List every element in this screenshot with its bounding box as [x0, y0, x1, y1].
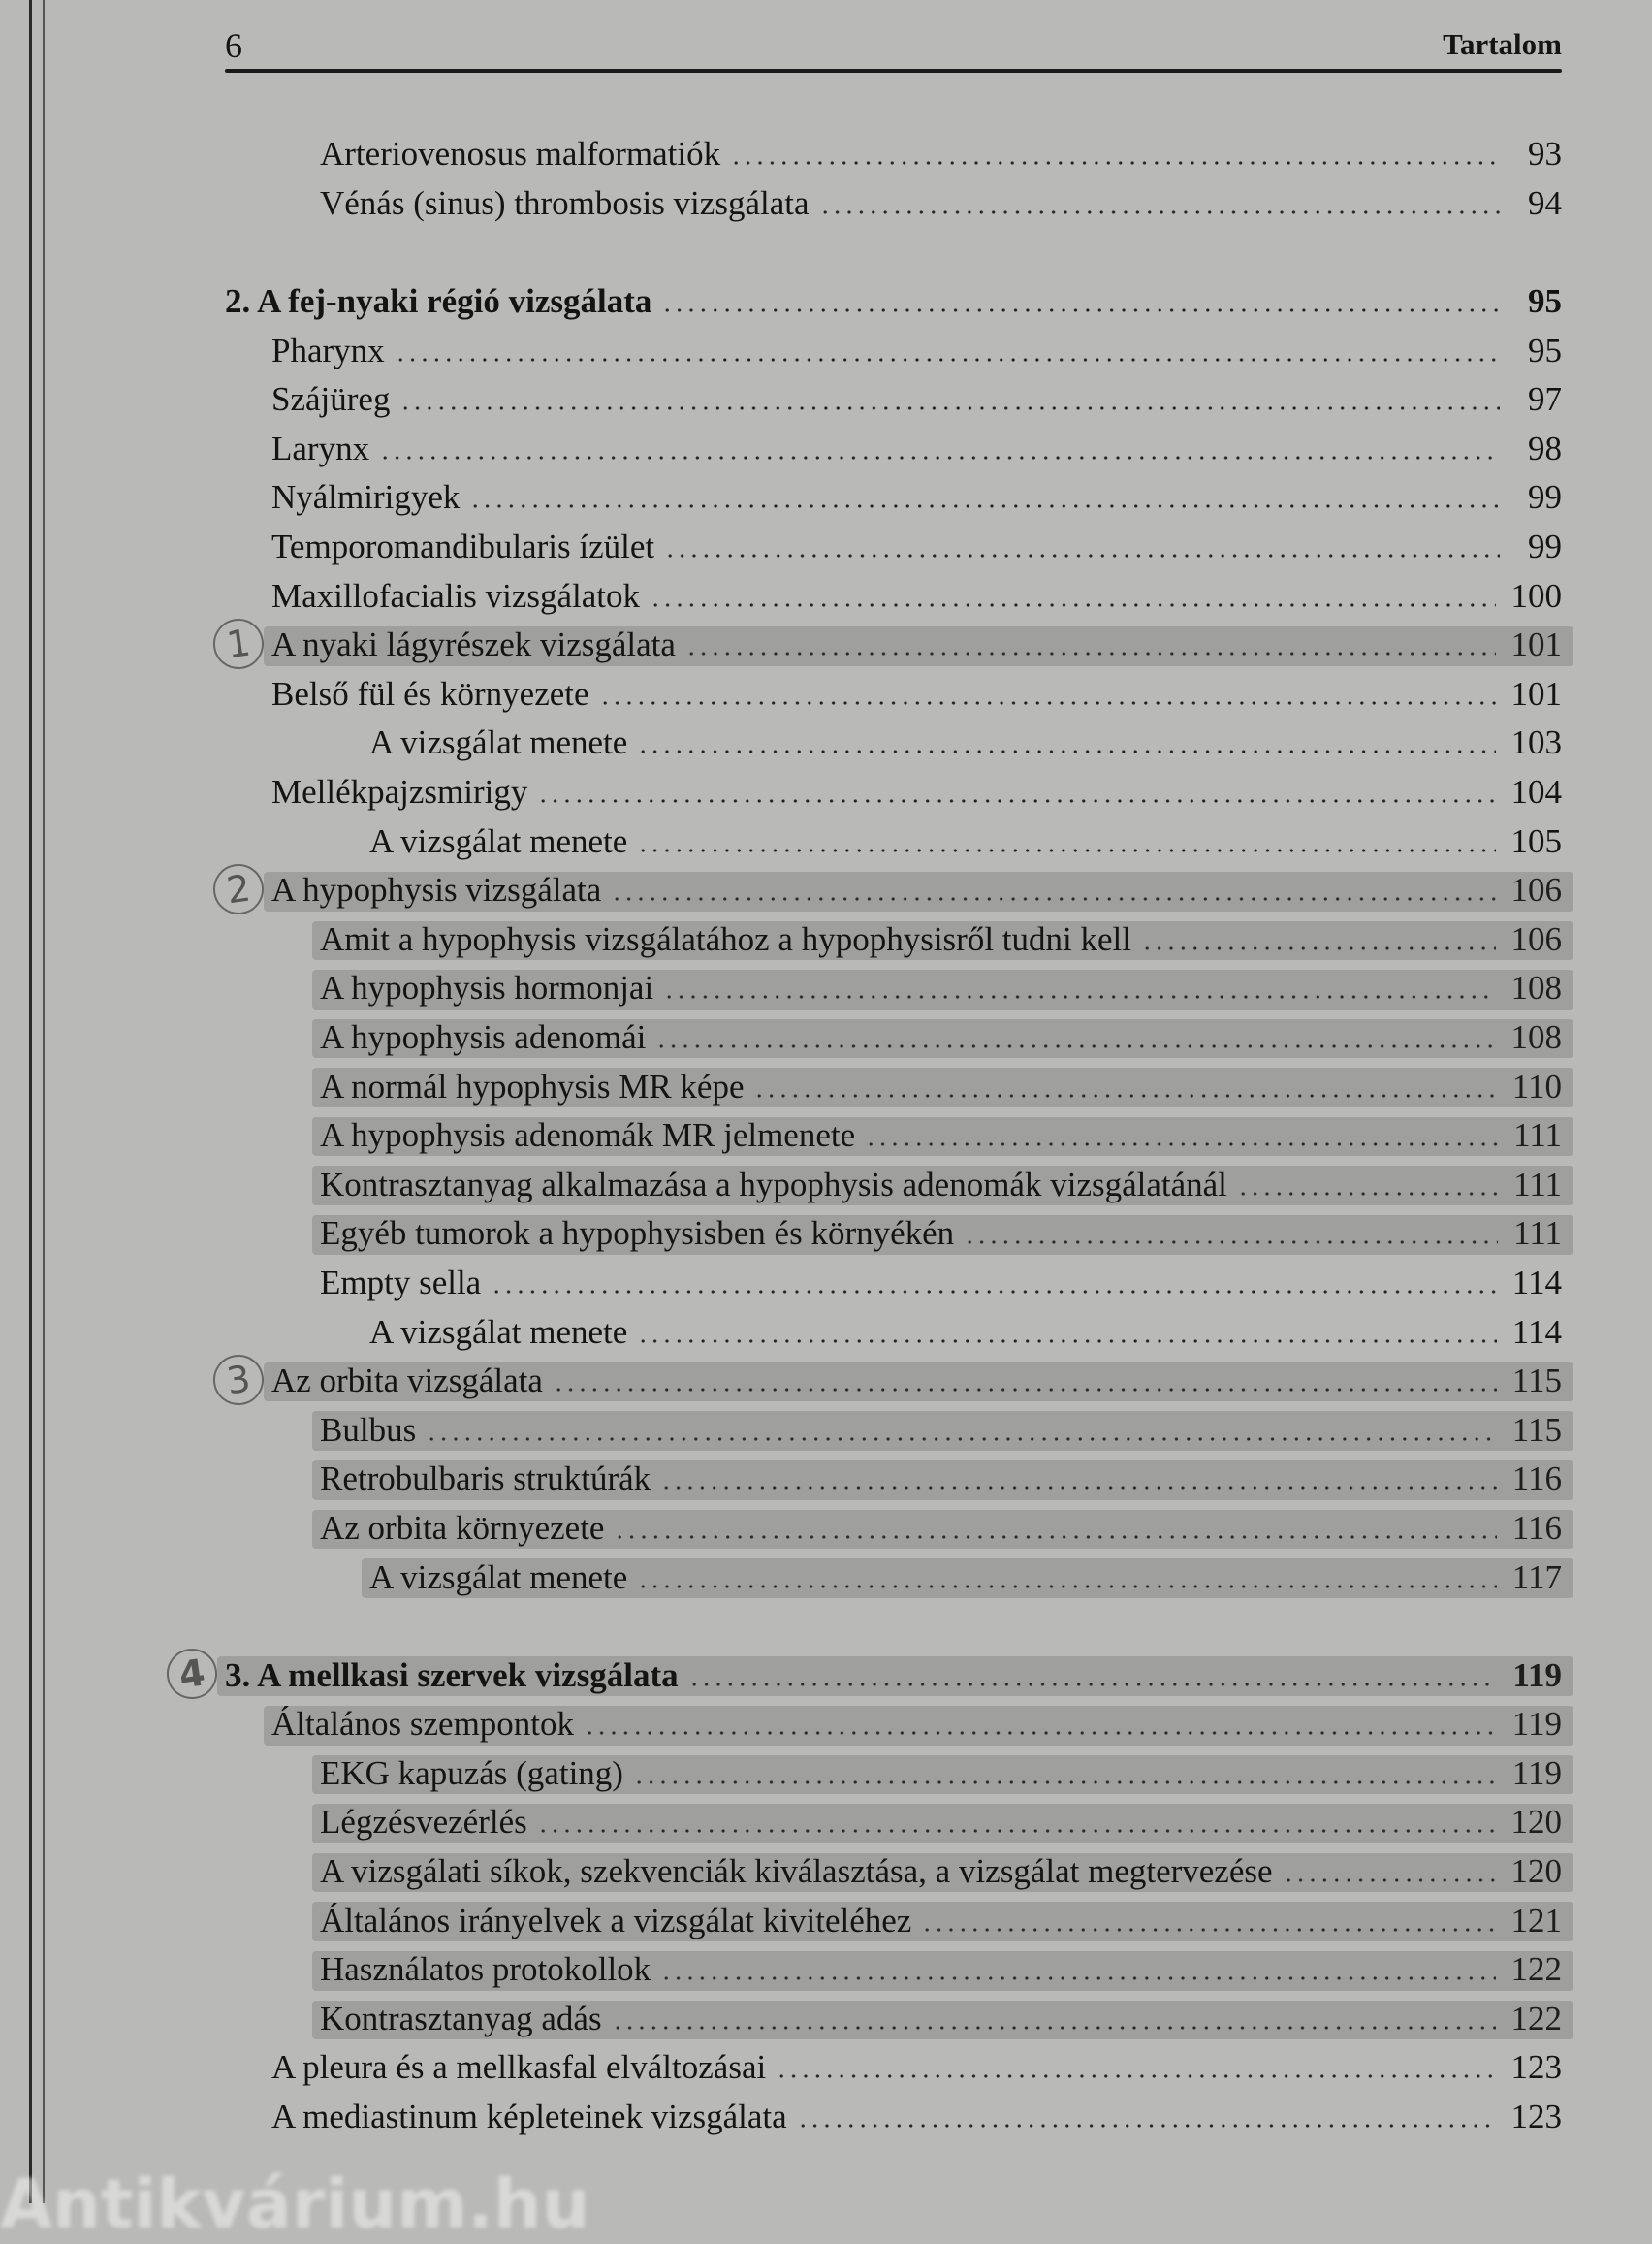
- dot-leader: [469, 503, 1500, 509]
- toc-entry: [0, 1259, 1562, 1308]
- toc-page-number: 97: [1528, 380, 1562, 419]
- toc-entry: [0, 1160, 1562, 1209]
- toc-title: A hypophysis adenomák MR jelmenete: [320, 1116, 856, 1155]
- toc-title: Légzésvezérlés: [320, 1803, 527, 1842]
- toc-title: A vizsgálat menete: [369, 1557, 628, 1596]
- toc-entry: [0, 1896, 1562, 1945]
- toc-entry: [0, 915, 1562, 965]
- toc-page-number: 101: [1510, 625, 1562, 664]
- dot-leader: [730, 160, 1500, 166]
- toc-entry: [0, 523, 1562, 572]
- toc-page-number: 123: [1510, 2048, 1562, 2087]
- table-of-contents: [0, 130, 1652, 2141]
- toc-title: Szájüreg: [271, 380, 391, 419]
- toc-page-number: 121: [1510, 1901, 1562, 1939]
- toc-entry: [0, 670, 1562, 720]
- toc-page-number: 111: [1513, 1165, 1562, 1203]
- watermark: Antikvárium.hu: [0, 2164, 590, 2244]
- toc-page-number: 110: [1511, 1067, 1562, 1106]
- toc-entry: [0, 1357, 1562, 1406]
- dot-leader: [395, 357, 1500, 363]
- toc-entry: [0, 179, 1562, 229]
- toc-title: Mellékpajzsmirigy: [271, 773, 528, 812]
- dot-leader: [379, 455, 1500, 461]
- toc-entry: [0, 2043, 1562, 2093]
- toc-entry: [0, 817, 1562, 866]
- toc-entry: [0, 1749, 1562, 1799]
- toc-page-number: 93: [1528, 135, 1562, 174]
- toc-title: Arteriovenosus malformatiók: [320, 135, 721, 174]
- toc-title: Általános irányelvek a vizsgálat kiviteléhez: [320, 1901, 912, 1939]
- toc-page-number: 98: [1528, 429, 1562, 467]
- toc-page-number: 111: [1513, 1116, 1562, 1155]
- toc-page-number: 119: [1511, 1705, 1562, 1744]
- toc-title: Egyéb tumorok a hypophysisben és környékén: [320, 1214, 955, 1253]
- toc-title: A vizsgálat menete: [369, 723, 628, 762]
- toc-page-number: 94: [1528, 183, 1562, 222]
- toc-title: Amit a hypophysis vizsgálatához a hypophysisről tudni kell: [320, 919, 1131, 958]
- toc-entry: [0, 1307, 1562, 1357]
- toc-entry: [0, 1062, 1562, 1111]
- toc-title: Belső fül és környezete: [271, 674, 589, 713]
- handwritten-number: 4: [164, 1646, 221, 1703]
- toc-page-number: 116: [1511, 1508, 1562, 1547]
- toc-chapter: [0, 1651, 1562, 1700]
- toc-entry: [0, 326, 1562, 375]
- handwritten-number: 3: [210, 1351, 268, 1408]
- toc-page-number: 111: [1513, 1214, 1562, 1253]
- toc-page-number: 114: [1511, 1312, 1562, 1351]
- toc-entry: [0, 1945, 1562, 1995]
- dot-leader: [599, 700, 1496, 706]
- toc-entry: [0, 866, 1562, 915]
- toc-page-number: 106: [1510, 919, 1562, 958]
- toc-page-number: 101: [1510, 674, 1562, 713]
- toc-entry: [0, 719, 1562, 768]
- toc-entry: [0, 130, 1562, 179]
- toc-entry: [0, 1995, 1562, 2044]
- toc-title: Empty sella: [320, 1263, 482, 1301]
- toc-title: Kontrasztanyag adás: [320, 1999, 602, 2037]
- toc-page-number: 104: [1510, 773, 1562, 812]
- toc-title: Az orbita vizsgálata: [271, 1362, 543, 1400]
- toc-entry: [0, 1013, 1562, 1063]
- toc-page-number: 95: [1528, 331, 1562, 369]
- toc-title: A hypophysis vizsgálata: [271, 871, 602, 910]
- dot-leader: [637, 1338, 1497, 1344]
- toc-title: A hypophysis adenomái: [320, 1017, 647, 1056]
- toc-spacer: [0, 228, 1562, 277]
- toc-page-number: 108: [1510, 1017, 1562, 1056]
- header-rule: [225, 69, 1562, 73]
- toc-entry: [0, 571, 1562, 621]
- toc-entry: [0, 1504, 1562, 1554]
- toc-entry: [0, 964, 1562, 1013]
- toc-entry: [0, 2093, 1562, 2142]
- toc-title: A vizsgálat menete: [369, 821, 628, 860]
- toc-page-number: 120: [1510, 1803, 1562, 1842]
- toc-entry: [0, 473, 1562, 523]
- toc-page-number: 103: [1510, 723, 1562, 762]
- toc-title: Temporomandibularis ízület: [271, 528, 655, 566]
- toc-entry: [0, 1209, 1562, 1259]
- running-title: Tartalom: [1443, 27, 1562, 61]
- toc-page-number: 120: [1510, 1852, 1562, 1891]
- dot-leader: [819, 209, 1501, 215]
- toc-title: Retrobulbaris struktúrák: [320, 1459, 651, 1498]
- toc-entry: [0, 1553, 1562, 1602]
- toc-page-number: 99: [1528, 528, 1562, 566]
- toc-title: A mediastinum képleteinek vizsgálata: [271, 2098, 787, 2136]
- toc-entry: [0, 621, 1562, 670]
- page-number: 6: [225, 26, 242, 65]
- toc-title: Általános szempontok: [271, 1705, 575, 1744]
- toc-title: Vénás (sinus) thrombosis vizsgálata: [320, 183, 810, 222]
- dot-leader: [661, 307, 1500, 313]
- toc-page-number: 105: [1510, 821, 1562, 860]
- toc-page-number: 114: [1511, 1263, 1562, 1301]
- toc-title: A nyaki lágyrészek vizsgálata: [271, 625, 676, 664]
- toc-page-number: 119: [1512, 1655, 1562, 1694]
- toc-entry: [0, 768, 1562, 817]
- dot-leader: [650, 602, 1495, 608]
- toc-page-number: 108: [1510, 969, 1562, 1008]
- toc-page-number: 119: [1511, 1753, 1562, 1792]
- toc-entry: [0, 425, 1562, 474]
- toc-title: Larynx: [271, 429, 370, 467]
- toc-entry: [0, 1847, 1562, 1897]
- dot-leader: [537, 798, 1495, 804]
- toc-entry: [0, 1455, 1562, 1504]
- toc-title: Az orbita környezete: [320, 1508, 605, 1547]
- toc-page-number: 117: [1511, 1557, 1562, 1596]
- toc-spacer: [0, 1602, 1562, 1651]
- dot-leader: [491, 1289, 1497, 1295]
- toc-entry: [0, 1798, 1562, 1847]
- dot-leader: [797, 2123, 1496, 2129]
- dot-leader: [637, 749, 1495, 754]
- toc-page-number: 116: [1511, 1459, 1562, 1498]
- dot-leader: [664, 553, 1500, 559]
- toc-page-number: 95: [1528, 282, 1562, 321]
- toc-title: 3. A mellkasi szervek vizsgálata: [225, 1655, 679, 1694]
- toc-title: Maxillofacialis vizsgálatok: [271, 576, 641, 615]
- toc-page-number: 122: [1510, 1950, 1562, 1989]
- toc-page-number: 123: [1510, 2098, 1562, 2136]
- handwritten-number: 2: [210, 861, 268, 918]
- toc-chapter: [0, 277, 1562, 327]
- toc-entry: [0, 1405, 1562, 1455]
- highlighter-mark: [312, 1411, 1573, 1451]
- toc-title: 2. A fej-nyaki régió vizsgálata: [225, 282, 652, 321]
- toc-page-number: 122: [1510, 1999, 1562, 2037]
- toc-page-number: 99: [1528, 478, 1562, 517]
- toc-title: A vizsgálati síkok, szekvenciák kiválasztása, a vizsgálat megtervezése: [320, 1852, 1273, 1891]
- dot-leader: [637, 848, 1495, 853]
- toc-title: Pharynx: [271, 331, 385, 369]
- toc-page-number: 115: [1511, 1410, 1562, 1449]
- dot-leader: [776, 2073, 1495, 2079]
- handwritten-number: 1: [210, 616, 268, 673]
- toc-page-number: 100: [1510, 576, 1562, 615]
- toc-entry: [0, 1111, 1562, 1161]
- toc-title: Kontrasztanyag alkalmazása a hypophysis adenomák vizsgálatánál: [320, 1165, 1227, 1203]
- toc-entry: [0, 375, 1562, 425]
- toc-title: Használatos protokollok: [320, 1950, 651, 1989]
- toc-title: EKG kapuzás (gating): [320, 1753, 623, 1792]
- toc-title: A pleura és a mellkasfal elváltozásai: [271, 2048, 767, 2087]
- toc-title: A vizsgálat menete: [369, 1312, 628, 1351]
- toc-title: A normál hypophysis MR képe: [320, 1067, 745, 1106]
- toc-title: A hypophysis hormonjai: [320, 969, 654, 1008]
- toc-page-number: 106: [1510, 871, 1562, 910]
- toc-title: Nyálmirigyek: [271, 478, 461, 517]
- toc-entry: [0, 1700, 1562, 1749]
- dot-leader: [399, 405, 1500, 411]
- toc-title: Bulbus: [320, 1410, 417, 1449]
- toc-page-number: 115: [1511, 1362, 1562, 1400]
